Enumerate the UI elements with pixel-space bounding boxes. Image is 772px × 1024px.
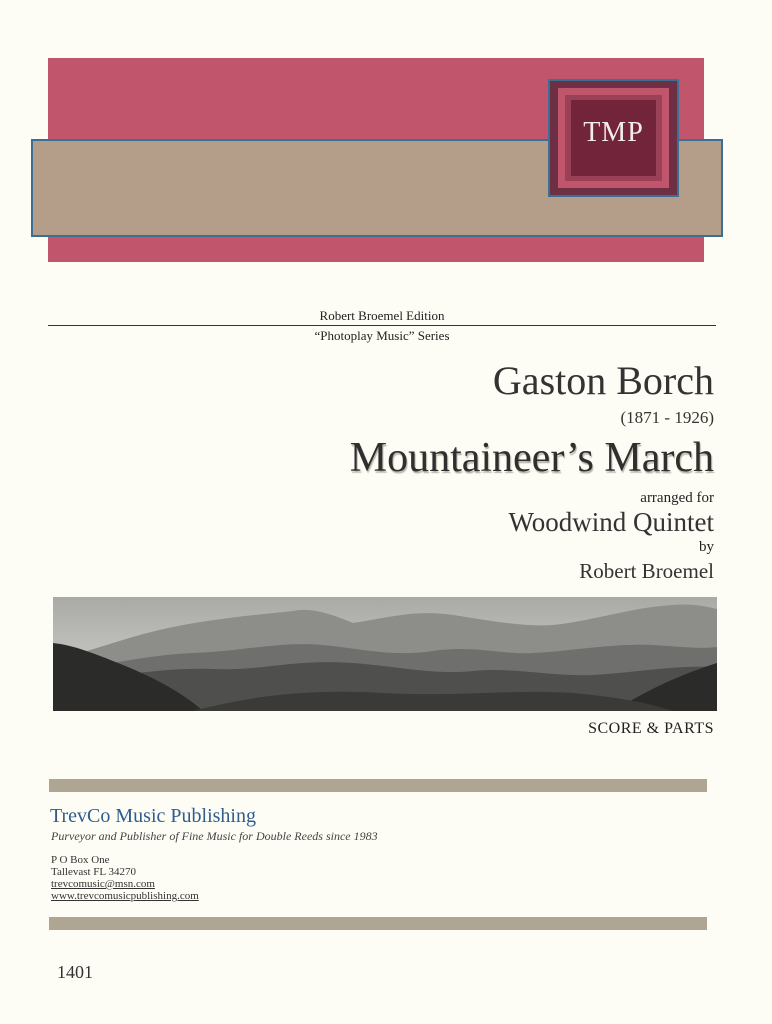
logo-text: TMP: [583, 117, 644, 148]
edition-name: Robert Broemel Edition: [319, 308, 445, 323]
composer-dates: (1871 - 1926): [620, 408, 714, 427]
publisher-tagline: Purveyor and Publisher of Fine Music for Double Reeds since 1983: [51, 829, 378, 843]
publisher-address: [51, 854, 199, 902]
address-line-2: Tallevast FL 34270: [51, 866, 136, 878]
address-line-1: P O Box One: [51, 854, 110, 866]
website-link[interactable]: www.trevcomusicpublishing.com: [51, 890, 199, 902]
arranger-name: Robert Broemel: [579, 559, 714, 583]
divider-bar-top: [49, 779, 707, 792]
catalog-number: 1401: [57, 962, 93, 982]
piece-title: Mountaineer’s March: [349, 435, 714, 481]
tmp-logo: [548, 79, 679, 197]
arranged-for-label: arranged for: [640, 490, 714, 506]
email-link[interactable]: trevcomusic@msn.com: [51, 878, 155, 890]
publisher-name: TrevCo Music Publishing: [50, 805, 256, 827]
composer-name: Gaston Borch: [492, 358, 714, 403]
ensemble-name: Woodwind Quintet: [508, 507, 714, 537]
by-label: by: [699, 539, 714, 555]
divider-line: [48, 325, 716, 326]
mountain-landscape-image: [53, 597, 717, 711]
contents-label: SCORE & PARTS: [588, 720, 714, 737]
series-name: “Photoplay Music” Series: [314, 328, 450, 343]
divider-bar-bottom: [49, 917, 707, 930]
